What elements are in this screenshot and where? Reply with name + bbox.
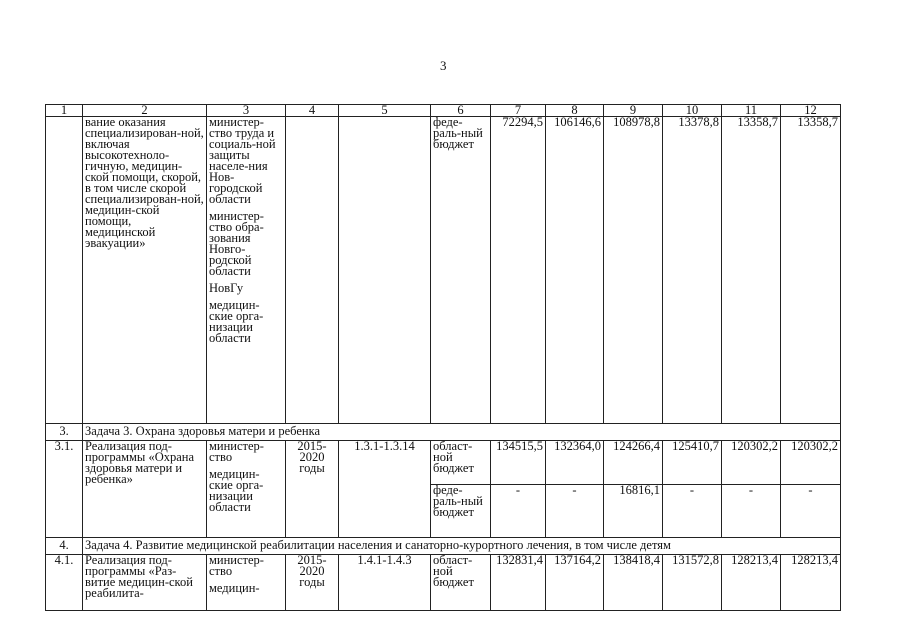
- value-cell: 120302,2: [722, 441, 781, 485]
- header-cell: 12: [781, 105, 841, 117]
- header-cell: 5: [339, 105, 431, 117]
- value-cell: 13358,7: [781, 117, 841, 424]
- value-cell: 120302,2: [781, 441, 841, 485]
- row-number-cell: 4.1.: [46, 555, 83, 611]
- executors-cell: [207, 441, 286, 538]
- row-number-cell: [46, 117, 83, 424]
- task-row: [46, 538, 841, 555]
- value-cell: 137164,2: [546, 555, 604, 611]
- value-cell: 132364,0: [546, 441, 604, 485]
- header-cell: 2: [83, 105, 207, 117]
- period-cell: 2015-2020 годы: [286, 441, 339, 538]
- measure-name-cell: Реализация под-программы «Раз-витие медицин-ской реабилита-: [83, 555, 207, 611]
- header-cell: 4: [286, 105, 339, 117]
- measure-name-cell: Реализация под-программы «Охрана здоровья матери и ребенка»: [83, 441, 207, 538]
- period-cell: 2015-2020 годы: [286, 555, 339, 611]
- header-cell: 7: [491, 105, 546, 117]
- measure-name-cell: вание оказания специализирован-ной, включая высокотехноло-гичную, медицин-ской помощи, скорой, в том числе скорой специализирован-ной, медицин-ской помощи, медицинской эвакуации»: [83, 117, 207, 424]
- table-row: [46, 441, 841, 485]
- value-cell: 134515,5: [491, 441, 546, 485]
- funding-source-cell: област-ной бюджет: [431, 441, 491, 485]
- executor: НовГу: [209, 281, 244, 295]
- indicators-cell: [339, 117, 431, 424]
- header-cell: 8: [546, 105, 604, 117]
- value-cell: 124266,4: [604, 441, 663, 485]
- value-cell: 138418,4: [604, 555, 663, 611]
- executors-cell: [207, 555, 286, 611]
- value-cell: 131572,8: [663, 555, 722, 611]
- period-cell: [286, 117, 339, 424]
- task-number: 3.: [46, 424, 83, 441]
- header-cell: 11: [722, 105, 781, 117]
- executor: медицин-: [209, 581, 260, 595]
- table-row: [46, 117, 841, 424]
- task-title: Задача 3. Охрана здоровья матери и ребенка: [83, 424, 841, 441]
- value-cell: 132831,4: [491, 555, 546, 611]
- funding-source-cell: област-ной бюджет: [431, 555, 491, 611]
- value-cell: 128213,4: [722, 555, 781, 611]
- row-number-cell: 3.1.: [46, 441, 83, 538]
- funding-source-cell: феде-раль-ный бюджет: [431, 117, 491, 424]
- funding-source-cell: феде-раль-ный бюджет: [431, 485, 491, 538]
- value-cell: -: [722, 485, 781, 538]
- header-row: [46, 105, 841, 117]
- value-cell: 108978,8: [604, 117, 663, 424]
- value-cell: -: [663, 485, 722, 538]
- value-cell: 125410,7: [663, 441, 722, 485]
- header-cell: 10: [663, 105, 722, 117]
- executor: медицин-ские орга-низации области: [209, 467, 264, 514]
- value-cell: 72294,5: [491, 117, 546, 424]
- page-number: 3: [440, 58, 447, 73]
- value-cell: 16816,1: [604, 485, 663, 538]
- value-cell: 13378,8: [663, 117, 722, 424]
- executors-cell: [207, 117, 286, 424]
- header-cell: 9: [604, 105, 663, 117]
- value-cell: -: [491, 485, 546, 538]
- program-table: [45, 104, 841, 611]
- task-number: 4.: [46, 538, 83, 555]
- header-cell: 3: [207, 105, 286, 117]
- value-cell: 128213,4: [781, 555, 841, 611]
- task-title: Задача 4. Развитие медицинской реабилитации населения и санаторно-курортного лечения, в том числе детям: [83, 538, 841, 555]
- header-cell: 1: [46, 105, 83, 117]
- executor: министер-ство: [209, 440, 264, 464]
- table-row: [46, 555, 841, 611]
- executor: министер-ство: [209, 554, 264, 578]
- executor: медицин-ские орга-низации области: [209, 298, 264, 345]
- executor: министер-ство обра-зования Новго-родской области: [209, 209, 264, 278]
- indicators-cell: 1.3.1-1.3.14: [339, 441, 431, 538]
- value-cell: 106146,6: [546, 117, 604, 424]
- task-row: [46, 424, 841, 441]
- value-cell: -: [546, 485, 604, 538]
- value-cell: -: [781, 485, 841, 538]
- indicators-cell: 1.4.1-1.4.3: [339, 555, 431, 611]
- value-cell: 13358,7: [722, 117, 781, 424]
- header-cell: 6: [431, 105, 491, 117]
- executor: министер-ство труда и социаль-ной защиты населе-ния Нов-городской области: [209, 116, 276, 206]
